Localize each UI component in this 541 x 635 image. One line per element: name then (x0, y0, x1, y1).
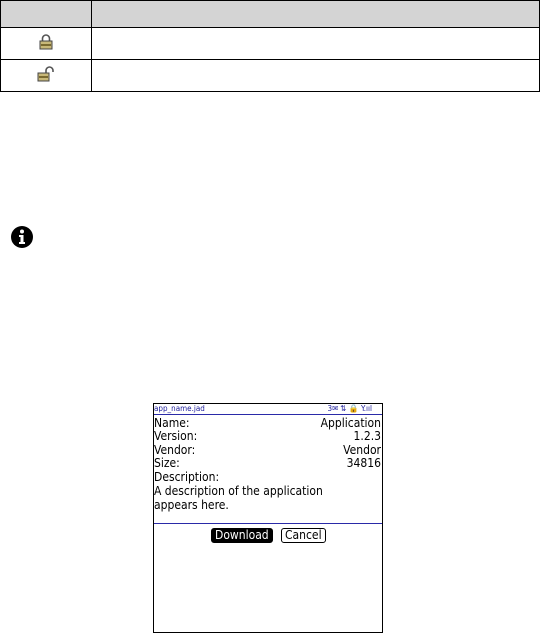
locked-padlock-icon (38, 34, 54, 50)
device-screen (153, 403, 383, 633)
field-row-vendor (154, 443, 382, 457)
field-row-size (154, 456, 382, 470)
legend-row-unlocked (1, 60, 540, 92)
status-filename: app_name.jad (154, 404, 205, 413)
field-value: Vendor (343, 443, 381, 457)
field-label: Vendor: (154, 443, 196, 457)
description-label: Description: (154, 470, 220, 484)
cancel-button[interactable]: Cancel (281, 528, 326, 543)
legend-header-row (1, 1, 540, 28)
download-button[interactable]: Download (211, 528, 273, 543)
field-value: 34816 (346, 456, 381, 470)
field-value: Application (320, 416, 381, 430)
icon-legend-table (0, 0, 540, 92)
legend-header-desc-cell (92, 1, 540, 28)
status-icons: 3✉ ⇅ 🔒 Y.ııl (327, 404, 372, 413)
description-line: appears here. (154, 498, 229, 512)
legend-desc-cell (92, 60, 540, 92)
status-bar (154, 404, 382, 415)
field-value: 1.2.3 (353, 429, 381, 443)
description-text (154, 484, 382, 512)
legend-icon-cell (1, 28, 92, 60)
description-line: A description of the application (154, 484, 323, 498)
legend-row-locked (1, 28, 540, 60)
unlocked-padlock-icon (37, 66, 55, 82)
field-label: Size: (154, 456, 180, 470)
legend-header-icon-cell (1, 1, 92, 28)
legend-desc-cell (92, 28, 540, 60)
field-label: Name: (154, 416, 190, 430)
field-row-version (154, 429, 382, 443)
field-label: Version: (154, 429, 198, 443)
field-row-name (154, 416, 382, 430)
info-icon (10, 225, 34, 249)
legend-icon-cell (1, 60, 92, 92)
separator-line (154, 523, 382, 524)
